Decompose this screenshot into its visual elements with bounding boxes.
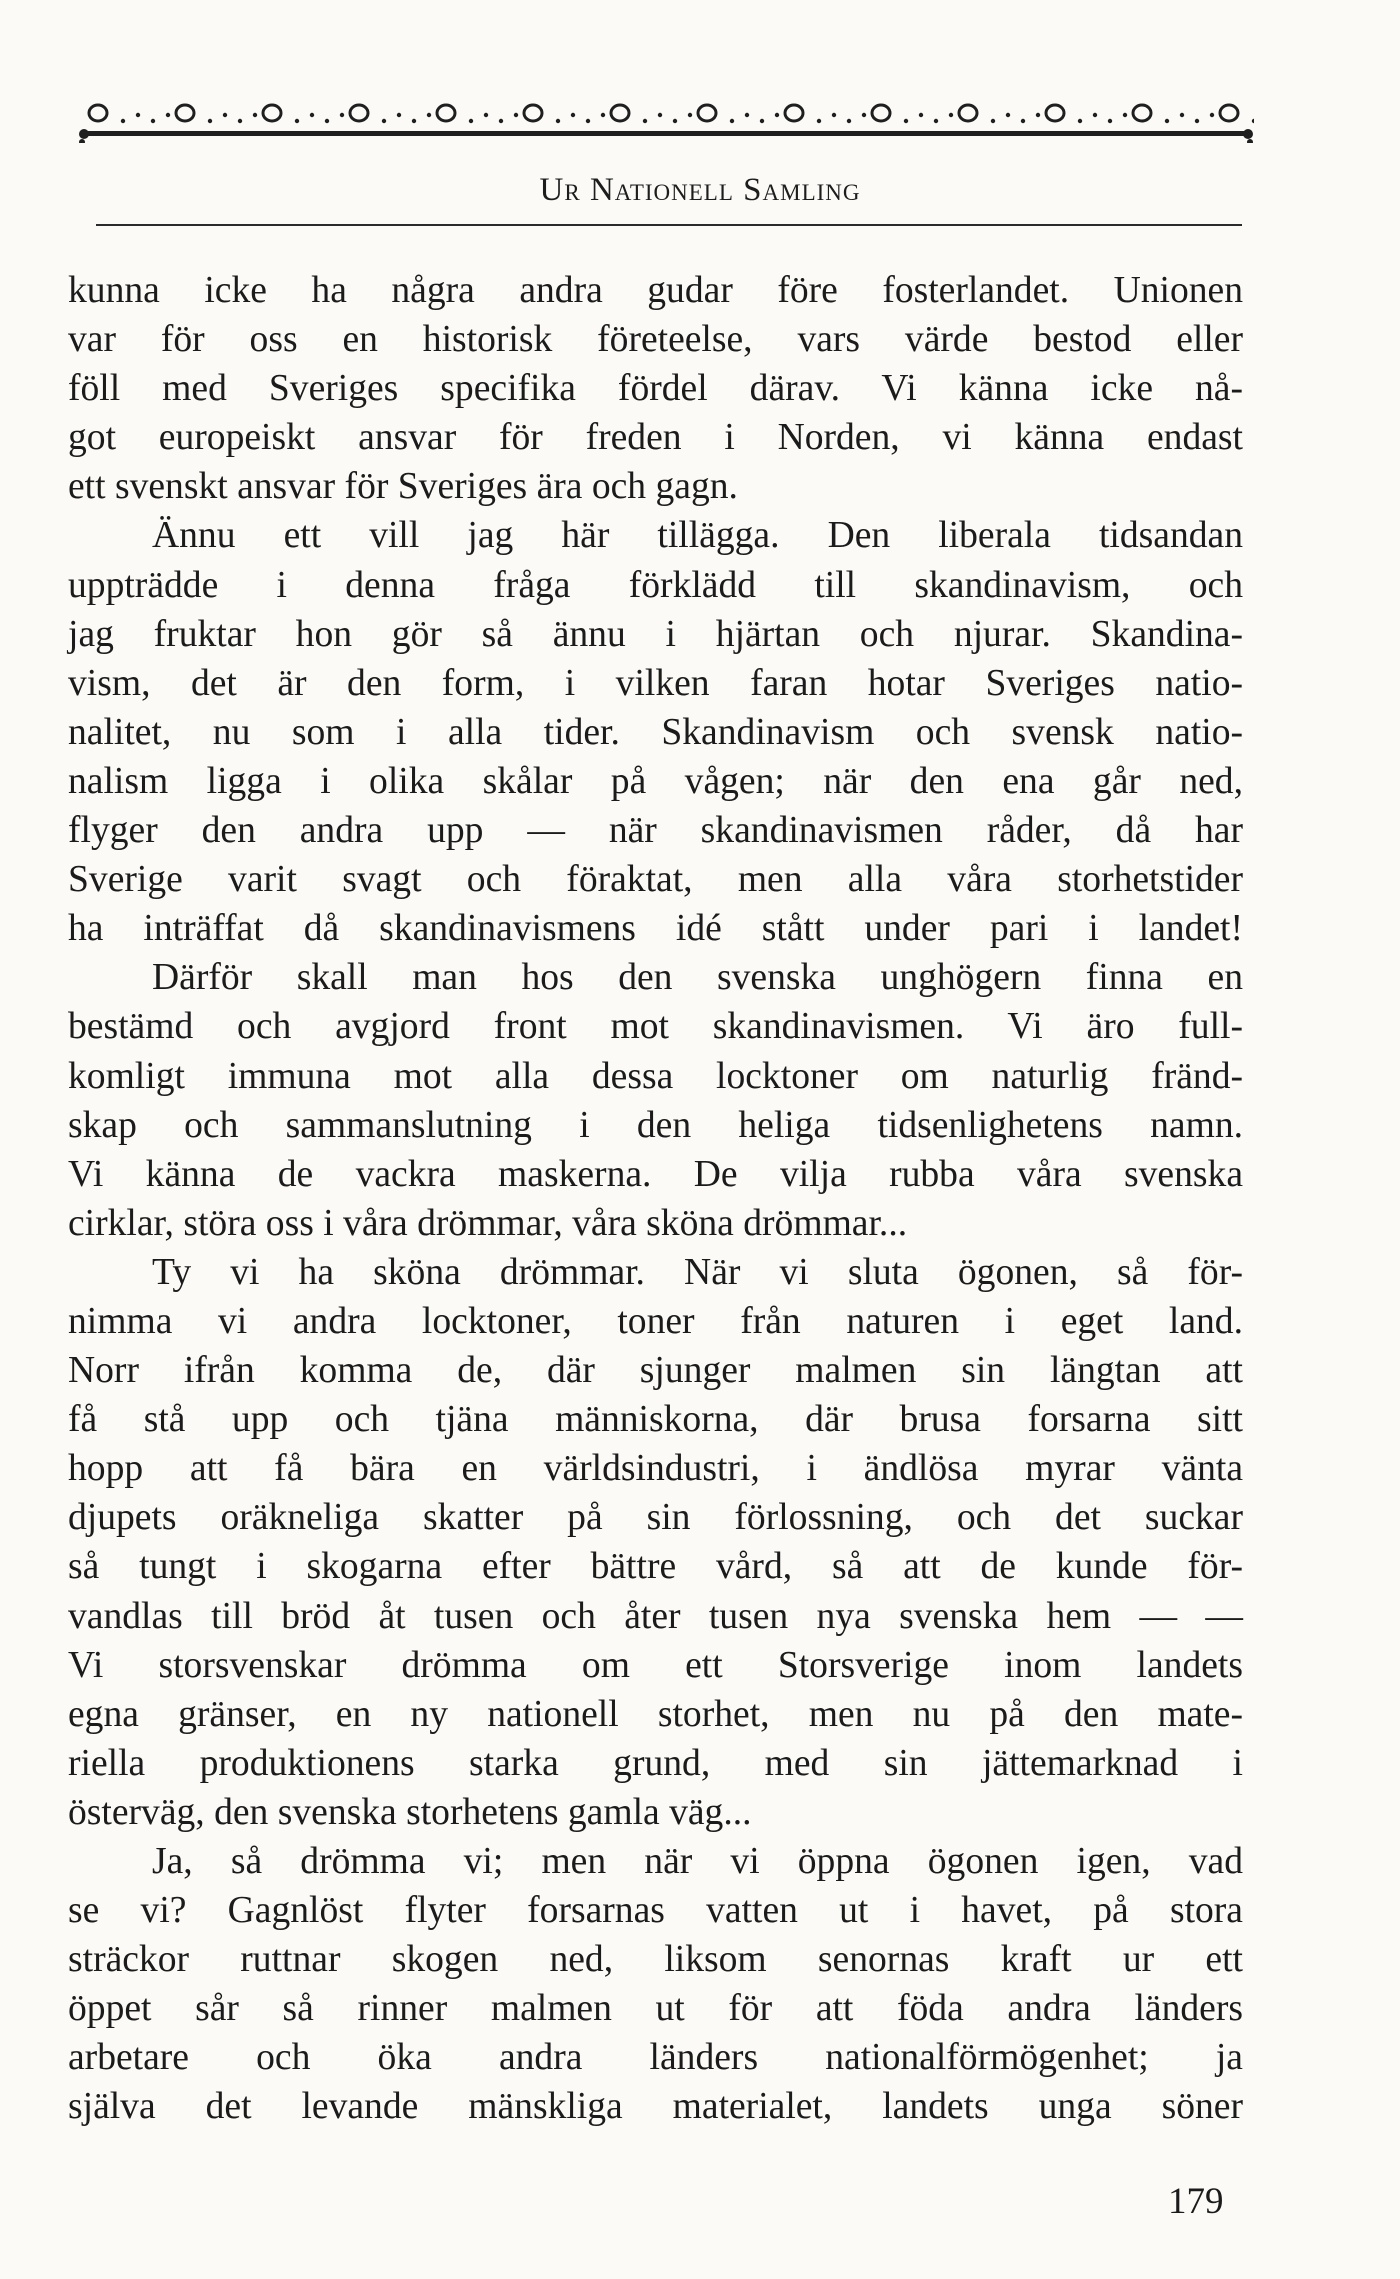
text-line: Ännu ett vill jag här tillägga. Den liberala tidsandan <box>152 515 1243 557</box>
text-line: skap och sammanslutning i den heliga tidsenlighetens namn. <box>68 1104 1243 1146</box>
text-line: kunna icke ha några andra gudar före fosterlandet. Unionen <box>68 270 1243 311</box>
body-text <box>68 266 1243 2132</box>
text-line: så tungt i skogarna efter bättre vård, så att de kunde för- <box>68 1546 1243 1588</box>
running-head <box>0 172 1400 209</box>
text-line: djupets oräkneliga skatter på sin förlossning, och det suckar <box>68 1497 1243 1539</box>
text-line: egna gränser, en ny nationell storhet, men nu på den mate- <box>68 1693 1243 1735</box>
text-line: nalitet, nu som i alla tider. Skandinavism och svensk natio- <box>68 711 1243 753</box>
header-rule <box>96 224 1242 226</box>
text-line: flyger den andra upp — när skandinavismen råder, då har <box>68 810 1243 852</box>
text-line: sträckor ruttnar skogen ned, liksom senornas kraft ur ett <box>68 1939 1243 1981</box>
text-line: bestämd och avgjord front mot skandinavismen. Vi äro full- <box>68 1006 1243 1048</box>
text-line: själva det levande mänskliga materialet, landets unga söner <box>68 2086 1243 2128</box>
text-line: ha inträffat då skandinavismens idé stått under pari i landet! <box>68 908 1243 950</box>
text-line: riella produktionens starka grund, med sin jättemarknad i <box>68 1742 1243 1784</box>
text-line: Sverige varit svagt och föraktat, men alla våra storhetstider <box>68 859 1243 901</box>
text-line: hopp att få bära en världsindustri, i ändlösa myrar vänta <box>68 1448 1243 1490</box>
text-line: komligt immuna mot alla dessa locktoner om naturlig fränd- <box>68 1055 1243 1097</box>
text-line: Norr ifrån komma de, där sjunger malmen sin längtan att <box>68 1350 1243 1392</box>
text-line: se vi? Gagnlöst flyter forsarnas vatten ut i havet, på stora <box>68 1890 1243 1932</box>
text-line: Ty vi ha sköna drömmar. När vi sluta ögonen, så för- <box>152 1251 1243 1293</box>
text-line: var för oss en historisk företeelse, vars värde bestod eller <box>68 319 1243 361</box>
decorative-border-ornament-icon <box>78 95 1254 143</box>
text-line: vandlas till bröd åt tusen och åter tusen nya svenska hem — — <box>68 1595 1243 1637</box>
text-line: got europeiskt ansvar för freden i Norden, vi känna endast <box>68 417 1243 459</box>
text-line: uppträdde i denna fråga förklädd till skandinavism, och <box>68 564 1243 606</box>
text-line: ett svenskt ansvar för Sveriges ära och gagn. <box>68 466 738 508</box>
running-head-word: Samling <box>743 172 861 208</box>
text-line: jag fruktar hon gör så ännu i hjärtan och njurar. Skandina- <box>68 613 1243 655</box>
text-line: Därför skall man hos den svenska unghögern finna en <box>152 957 1243 999</box>
text-line: Vi storsvenskar drömma om ett Storsverige inom landets <box>68 1644 1243 1686</box>
text-line: österväg, den svenska storhetens gamla väg... <box>68 1791 752 1833</box>
page-number: 179 <box>1168 2181 1224 2222</box>
text-line: Ja, så drömma vi; men när vi öppna ögonen igen, vad <box>152 1841 1243 1882</box>
text-line: nimma vi andra locktoner, toner från naturen i eget land. <box>68 1300 1243 1342</box>
running-head-word: Ur <box>539 172 581 208</box>
text-line: vism, det är den form, i vilken faran hotar Sveriges natio- <box>68 662 1243 704</box>
text-line: få stå upp och tjäna människorna, där brusa forsarna sitt <box>68 1399 1243 1441</box>
text-line: öppet sår så rinner malmen ut för att föda andra länders <box>68 1988 1243 2030</box>
text-line: cirklar, störa oss i våra drömmar, våra sköna drömmar... <box>68 1202 908 1244</box>
text-line: föll med Sveriges specifika fördel därav. Vi känna icke nå- <box>68 368 1243 410</box>
text-line: Vi känna de vackra maskerna. De vilja rubba våra svenska <box>68 1153 1243 1195</box>
text-line: arbetare och öka andra länders nationalförmögenhet; ja <box>68 2037 1243 2079</box>
running-head-word: Nationell <box>589 172 734 208</box>
text-line: nalism ligga i olika skålar på vågen; när den ena går ned, <box>68 760 1243 802</box>
